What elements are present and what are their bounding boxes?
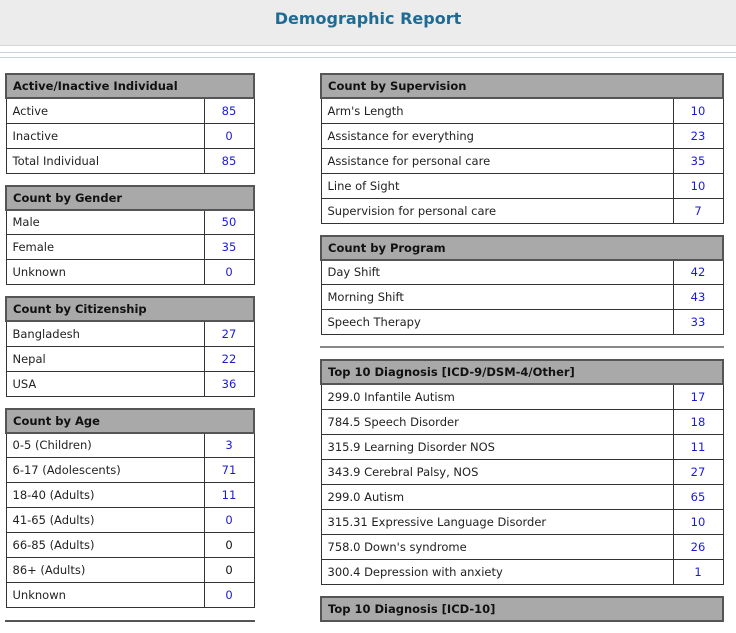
diagnosis-icd9-table bbox=[320, 359, 724, 585]
table-row bbox=[6, 210, 254, 235]
table-row bbox=[6, 98, 254, 123]
row-label: 343.9 Cerebral Palsy, NOS bbox=[321, 459, 673, 484]
table-row bbox=[6, 508, 254, 533]
row-label: Active bbox=[6, 98, 204, 123]
table-title: Count by Age bbox=[6, 409, 254, 433]
count-link[interactable]: 71 bbox=[204, 458, 254, 483]
count-link[interactable]: 33 bbox=[673, 310, 723, 335]
row-label: Unknown bbox=[6, 583, 204, 608]
table-title: Count by Citizenship bbox=[6, 297, 254, 321]
table-row bbox=[321, 509, 723, 534]
row-label: Nepal bbox=[6, 346, 204, 371]
row-label: 66-85 (Adults) bbox=[6, 533, 204, 558]
left-column bbox=[5, 73, 255, 619]
count-link[interactable]: 0 bbox=[204, 123, 254, 148]
table-row bbox=[321, 173, 723, 198]
count-link[interactable]: 23 bbox=[673, 123, 723, 148]
supervision-table bbox=[320, 73, 724, 224]
table-row bbox=[321, 384, 723, 409]
row-label: 784.5 Speech Disorder bbox=[321, 409, 673, 434]
row-label: Inactive bbox=[6, 123, 204, 148]
table-row bbox=[6, 433, 254, 458]
section-divider bbox=[320, 346, 724, 348]
row-label: 299.0 Autism bbox=[321, 484, 673, 509]
program-table bbox=[320, 235, 724, 336]
count-link[interactable]: 22 bbox=[204, 346, 254, 371]
row-label: 315.9 Learning Disorder NOS bbox=[321, 434, 673, 459]
row-label: Supervision for personal care bbox=[321, 198, 673, 223]
table-row bbox=[6, 558, 254, 583]
count-link[interactable]: 43 bbox=[673, 285, 723, 310]
row-label: 41-65 (Adults) bbox=[6, 508, 204, 533]
count-link[interactable]: 1 bbox=[673, 559, 723, 584]
count-link[interactable]: 0 bbox=[204, 260, 254, 285]
report-header bbox=[0, 0, 736, 46]
row-label: 299.0 Infantile Autism bbox=[321, 384, 673, 409]
table-row bbox=[321, 534, 723, 559]
table-row bbox=[321, 434, 723, 459]
diagnosis-icd10-table bbox=[320, 596, 724, 622]
count-link[interactable]: 85 bbox=[204, 148, 254, 173]
count-link[interactable]: 27 bbox=[204, 321, 254, 346]
table-title: Top 10 Diagnosis [ICD-9/DSM-4/Other] bbox=[321, 360, 723, 384]
table-title: Count by Program bbox=[321, 236, 723, 260]
table-row bbox=[6, 458, 254, 483]
row-label: Bangladesh bbox=[6, 321, 204, 346]
count-link[interactable]: 3 bbox=[204, 433, 254, 458]
count-link[interactable]: 10 bbox=[673, 509, 723, 534]
right-column bbox=[320, 73, 724, 633]
citizenship-table bbox=[5, 296, 255, 397]
table-row bbox=[321, 559, 723, 584]
table-row bbox=[6, 148, 254, 173]
count-link[interactable]: 10 bbox=[673, 98, 723, 123]
count-link[interactable]: 27 bbox=[673, 459, 723, 484]
next-table-edge bbox=[5, 620, 255, 622]
count-link[interactable]: 35 bbox=[673, 148, 723, 173]
page-title: Demographic Report bbox=[274, 9, 462, 28]
count-link[interactable]: 65 bbox=[673, 484, 723, 509]
table-row bbox=[6, 533, 254, 558]
table-title: Count by Gender bbox=[6, 186, 254, 210]
table-title: Active/Inactive Individual bbox=[6, 74, 254, 98]
table-row bbox=[321, 198, 723, 223]
table-row bbox=[6, 321, 254, 346]
header-divider-2 bbox=[0, 57, 736, 58]
row-label: 758.0 Down's syndrome bbox=[321, 534, 673, 559]
row-label: 18-40 (Adults) bbox=[6, 483, 204, 508]
count-link[interactable]: 18 bbox=[673, 409, 723, 434]
table-row bbox=[321, 260, 723, 285]
row-label: USA bbox=[6, 371, 204, 396]
row-label: 300.4 Depression with anxiety bbox=[321, 559, 673, 584]
table-row bbox=[6, 235, 254, 260]
row-label: Unknown bbox=[6, 260, 204, 285]
count-link[interactable]: 0 bbox=[204, 508, 254, 533]
row-label: 86+ (Adults) bbox=[6, 558, 204, 583]
age-table bbox=[5, 408, 255, 609]
count-link[interactable]: 17 bbox=[673, 384, 723, 409]
table-row bbox=[6, 260, 254, 285]
row-label: Female bbox=[6, 235, 204, 260]
row-label: Total Individual bbox=[6, 148, 204, 173]
table-row bbox=[6, 583, 254, 608]
count-link[interactable]: 10 bbox=[673, 173, 723, 198]
table-row bbox=[321, 409, 723, 434]
count-link[interactable]: 26 bbox=[673, 534, 723, 559]
count-value: 0 bbox=[204, 558, 254, 583]
row-label: Morning Shift bbox=[321, 285, 673, 310]
table-row bbox=[321, 123, 723, 148]
count-link[interactable]: 85 bbox=[204, 98, 254, 123]
count-link[interactable]: 35 bbox=[204, 235, 254, 260]
count-link[interactable]: 36 bbox=[204, 371, 254, 396]
table-row bbox=[6, 123, 254, 148]
active-inactive-table bbox=[5, 73, 255, 174]
row-label: Assistance for everything bbox=[321, 123, 673, 148]
table-row bbox=[6, 346, 254, 371]
count-link[interactable]: 11 bbox=[673, 434, 723, 459]
count-link[interactable]: 11 bbox=[204, 483, 254, 508]
gender-table bbox=[5, 185, 255, 286]
count-value: 0 bbox=[204, 533, 254, 558]
header-divider-1 bbox=[0, 52, 736, 53]
row-label: 0-5 (Children) bbox=[6, 433, 204, 458]
count-link[interactable]: 0 bbox=[204, 583, 254, 608]
table-row bbox=[321, 459, 723, 484]
table-row bbox=[6, 483, 254, 508]
table-row bbox=[321, 310, 723, 335]
row-label: Assistance for personal care bbox=[321, 148, 673, 173]
table-row bbox=[6, 371, 254, 396]
row-label: Arm's Length bbox=[321, 98, 673, 123]
table-row bbox=[321, 98, 723, 123]
table-row bbox=[321, 484, 723, 509]
row-label: Speech Therapy bbox=[321, 310, 673, 335]
count-link[interactable]: 42 bbox=[673, 260, 723, 285]
table-title: Count by Supervision bbox=[321, 74, 723, 98]
table-row bbox=[321, 148, 723, 173]
table-row bbox=[321, 285, 723, 310]
row-label: Male bbox=[6, 210, 204, 235]
row-label: Line of Sight bbox=[321, 173, 673, 198]
row-label: 6-17 (Adolescents) bbox=[6, 458, 204, 483]
count-link[interactable]: 7 bbox=[673, 198, 723, 223]
table-title: Top 10 Diagnosis [ICD-10] bbox=[321, 597, 723, 621]
row-label: Day Shift bbox=[321, 260, 673, 285]
row-label: 315.31 Expressive Language Disorder bbox=[321, 509, 673, 534]
count-link[interactable]: 50 bbox=[204, 210, 254, 235]
